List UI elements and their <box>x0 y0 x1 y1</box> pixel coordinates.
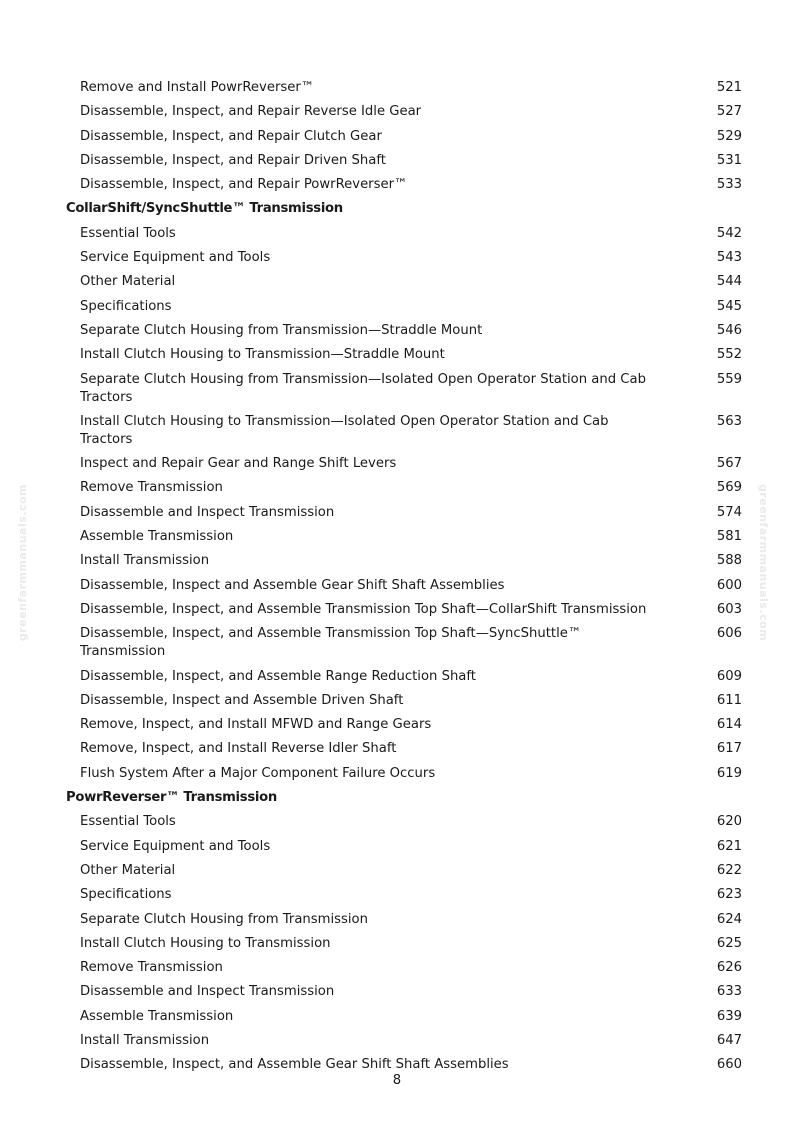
toc-entry-title: Disassemble, Inspect, and Assemble Transmission Top Shaft—CollarShift Transmission <box>80 601 647 617</box>
toc-entry-title: Install Transmission <box>80 553 210 569</box>
toc-entry-page: 603 <box>716 601 742 617</box>
toc-entry[interactable] <box>0 762 794 786</box>
toc-entry-title: Flush System After a Major Component Failure Occurs <box>80 765 436 781</box>
toc-entry-page: 609 <box>716 668 742 684</box>
toc-entry[interactable] <box>0 908 794 932</box>
toc-entry-page: 606 <box>716 626 742 642</box>
toc-entry[interactable] <box>0 883 794 907</box>
toc-entry-title: Specifications <box>80 298 172 314</box>
toc-entry-page: 626 <box>716 960 742 976</box>
toc-entry[interactable] <box>0 1005 794 1029</box>
toc-entry[interactable] <box>0 932 794 956</box>
toc-entry-page: 623 <box>716 887 742 903</box>
toc-entry-page: 527 <box>716 104 742 120</box>
toc-entry[interactable] <box>0 859 794 883</box>
section-heading: CollarShift/SyncShuttle™ Transmission <box>66 201 343 217</box>
toc-entry-title: Specifications <box>80 887 172 903</box>
toc-entry-title: Separate Clutch Housing from Transmission—Straddle Mount <box>80 322 483 338</box>
toc-entry-page: 611 <box>716 692 742 708</box>
toc-entry[interactable] <box>0 410 794 452</box>
toc-entry-title: Disassemble, Inspect, and Assemble Transmission Top Shaft—SyncShuttle™ Transmission <box>80 626 582 660</box>
toc-entry-title: Disassemble and Inspect Transmission <box>80 504 335 520</box>
toc-entry-title: Disassemble, Inspect and Assemble Gear Shift Shaft Assemblies <box>80 577 505 593</box>
toc-entry[interactable] <box>0 368 794 410</box>
toc-entry-page: 620 <box>716 814 742 830</box>
toc-entry[interactable] <box>0 319 794 343</box>
toc-entry-page: 574 <box>716 504 742 520</box>
toc-entry-page: 600 <box>716 577 742 593</box>
toc-entry-title: Disassemble, Inspect and Assemble Driven Shaft <box>80 692 404 708</box>
toc-entry-title: Disassemble, Inspect, and Repair Reverse Idle Gear <box>80 104 422 120</box>
toc-entry-title: Install Clutch Housing to Transmission—Straddle Mount <box>80 347 445 363</box>
toc-entry[interactable] <box>0 149 794 173</box>
toc-entry-title: Disassemble, Inspect, and Repair PowrReverser™ <box>80 177 408 193</box>
toc-entry-page: 581 <box>716 529 742 545</box>
toc-entry-page: 625 <box>716 935 742 951</box>
toc-entry-page: 563 <box>716 413 742 429</box>
toc-entry-page: 614 <box>716 717 742 733</box>
table-of-contents <box>0 76 794 1078</box>
toc-entry-title: Inspect and Repair Gear and Range Shift Levers <box>80 456 397 472</box>
toc-entry[interactable] <box>0 270 794 294</box>
toc-entry[interactable] <box>0 689 794 713</box>
toc-entry[interactable] <box>0 222 794 246</box>
toc-entry-page: 531 <box>716 152 742 168</box>
toc-entry[interactable] <box>0 173 794 197</box>
toc-entry-title: Other Material <box>80 862 176 878</box>
page-number: 8 <box>392 1073 402 1088</box>
toc-entry-page: 544 <box>716 274 742 290</box>
toc-entry-title: Disassemble, Inspect, and Repair Driven Shaft <box>80 152 386 168</box>
watermark-right: greenfarmmanuals.com <box>757 484 770 642</box>
toc-entry-title: Disassemble, Inspect, and Repair Clutch Gear <box>80 128 382 144</box>
toc-entry-page: 569 <box>716 480 742 496</box>
toc-entry-title: Disassemble, Inspect, and Assemble Gear Shift Shaft Assemblies <box>80 1057 509 1073</box>
toc-entry-title: Install Clutch Housing to Transmission <box>80 935 331 951</box>
toc-entry-page: 621 <box>716 838 742 854</box>
toc-entry-page: 647 <box>716 1032 742 1048</box>
toc-entry-title: Essential Tools <box>80 814 176 830</box>
toc-entry-page: 588 <box>716 553 742 569</box>
toc-entry-page: 543 <box>716 250 742 266</box>
toc-entry-page: 617 <box>716 741 742 757</box>
toc-entry[interactable] <box>0 665 794 689</box>
toc-entry-page: 559 <box>716 371 742 387</box>
toc-entry-title: Disassemble and Inspect Transmission <box>80 984 335 1000</box>
toc-entry[interactable] <box>0 76 794 100</box>
toc-entry[interactable] <box>0 713 794 737</box>
toc-entry[interactable] <box>0 476 794 500</box>
toc-entry[interactable] <box>0 501 794 525</box>
toc-entry-title: Remove Transmission <box>80 960 223 976</box>
toc-entry-title: Essential Tools <box>80 225 176 241</box>
toc-entry[interactable] <box>0 622 794 664</box>
toc-entry[interactable] <box>0 125 794 149</box>
toc-entry-page: 545 <box>716 298 742 314</box>
watermark-left: greenfarmmanuals.com <box>16 484 29 642</box>
toc-entry-title: Remove, Inspect, and Install MFWD and Range Gears <box>80 717 432 733</box>
toc-entry-page: 639 <box>716 1008 742 1024</box>
toc-entry-page: 624 <box>716 911 742 927</box>
toc-entry-title: Separate Clutch Housing from Transmission—Isolated Open Operator Station and Cab Tractors <box>80 371 646 405</box>
toc-entry-title: Remove Transmission <box>80 480 223 496</box>
toc-entry-page: 529 <box>716 128 742 144</box>
toc-entry-page: 552 <box>716 347 742 363</box>
toc-entry-page: 542 <box>716 225 742 241</box>
toc-entry-title: Install Transmission <box>80 1032 210 1048</box>
toc-entry[interactable] <box>0 1029 794 1053</box>
toc-entry[interactable] <box>0 574 794 598</box>
toc-entry-page: 622 <box>716 862 742 878</box>
toc-entry-title: Other Material <box>80 274 176 290</box>
toc-entry[interactable] <box>0 100 794 124</box>
toc-entry[interactable] <box>0 956 794 980</box>
toc-entry-title: Install Clutch Housing to Transmission—Isolated Open Operator Station and Cab Tractors <box>80 413 609 447</box>
toc-entry-title: Remove, Inspect, and Install Reverse Idler Shaft <box>80 741 397 757</box>
toc-entry[interactable] <box>0 835 794 859</box>
toc-entry[interactable] <box>0 980 794 1004</box>
toc-entry[interactable] <box>0 549 794 573</box>
section-heading: PowrReverser™ Transmission <box>66 790 277 806</box>
toc-entry-title: Disassemble, Inspect, and Assemble Range Reduction Shaft <box>80 668 476 684</box>
toc-entry[interactable] <box>0 295 794 319</box>
toc-entry-title: Remove and Install PowrReverser™ <box>80 80 314 95</box>
toc-entry-title: Assemble Transmission <box>80 1008 234 1024</box>
toc-entry-page: 660 <box>716 1057 742 1073</box>
toc-entry-page: 619 <box>716 765 742 781</box>
toc-entry[interactable] <box>0 598 794 622</box>
toc-entry-title: Separate Clutch Housing from Transmission <box>80 911 368 927</box>
toc-entry[interactable] <box>0 452 794 476</box>
toc-entry-page: 533 <box>716 177 742 193</box>
toc-entry[interactable] <box>0 246 794 270</box>
toc-entry[interactable] <box>0 525 794 549</box>
toc-entry-page: 633 <box>716 984 742 1000</box>
toc-entry[interactable] <box>0 810 794 834</box>
toc-entry-page: 546 <box>716 322 742 338</box>
toc-entry[interactable] <box>0 343 794 367</box>
toc-entry-title: Service Equipment and Tools <box>80 250 271 266</box>
toc-entry-title: Service Equipment and Tools <box>80 838 271 854</box>
toc-entry-title: Assemble Transmission <box>80 529 234 545</box>
toc-entry[interactable] <box>0 737 794 761</box>
toc-entry-page: 521 <box>716 80 742 95</box>
toc-entry-page: 567 <box>716 456 742 472</box>
